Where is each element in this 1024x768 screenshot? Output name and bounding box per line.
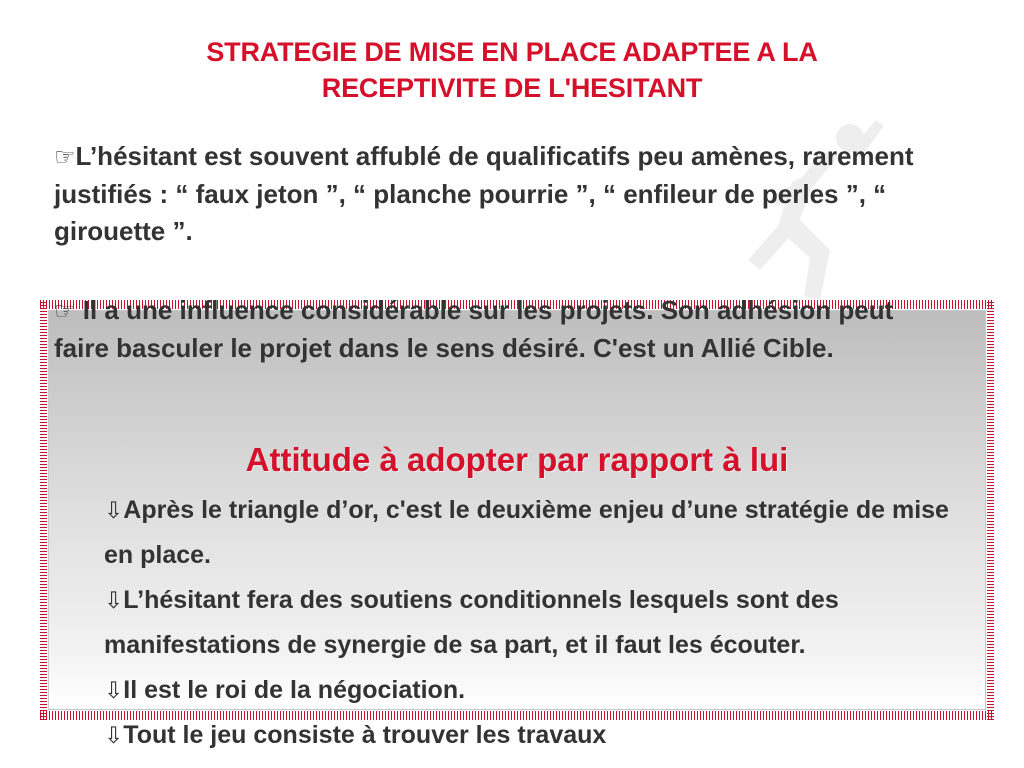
list-item xyxy=(104,578,984,668)
slide-title xyxy=(40,34,984,106)
down-arrow-icon: ⇩ xyxy=(104,722,124,748)
paragraph-2-text: Il a une influence considérable sur les projets. Son adhésion peut faire basculer le projet dans le sens désiré. C'est un Allié Cible. xyxy=(54,295,894,363)
paragraph-influence xyxy=(54,292,954,367)
attitude-bullet-list xyxy=(104,488,984,758)
list-item xyxy=(104,488,984,578)
attitude-subtitle: Attitude à adopter par rapport à lui xyxy=(245,441,789,478)
list-item xyxy=(104,713,984,758)
down-arrow-icon: ⇩ xyxy=(104,587,124,613)
down-arrow-icon: ⇩ xyxy=(104,497,124,523)
down-arrow-icon: ⇩ xyxy=(104,677,124,703)
pointing-hand-icon: ☞ xyxy=(54,298,76,325)
slide-title-line-1: STRATEGIE DE MISE EN PLACE ADAPTEE A LA xyxy=(206,37,818,67)
list-item xyxy=(104,668,984,713)
bullet-text: L’hésitant fera des soutiens conditionnels lesquels sont des manifestations de synergie de sa part, et il faut les écouter. xyxy=(104,586,839,659)
bullet-text: Il est le roi de la négociation. xyxy=(123,676,466,704)
bullet-text: Tout le jeu consiste à trouver les travaux xyxy=(123,721,607,749)
bullet-text: Après le triangle d’or, c'est le deuxième enjeu d’une stratégie de mise en place. xyxy=(104,496,949,569)
slide-title-line-2: RECEPTIVITE DE L'HESITANT xyxy=(321,73,703,103)
paragraph-pejorative-labels xyxy=(54,138,934,250)
paragraph-1-text: L’hésitant est souvent affublé de qualificatifs peu amènes, rarement justifiés : “ faux jeton ”, “ planche pourrie ”, “ enfileur de perles ”, “ girouette ”. xyxy=(54,141,914,246)
pointing-hand-icon: ☞ xyxy=(54,144,76,171)
